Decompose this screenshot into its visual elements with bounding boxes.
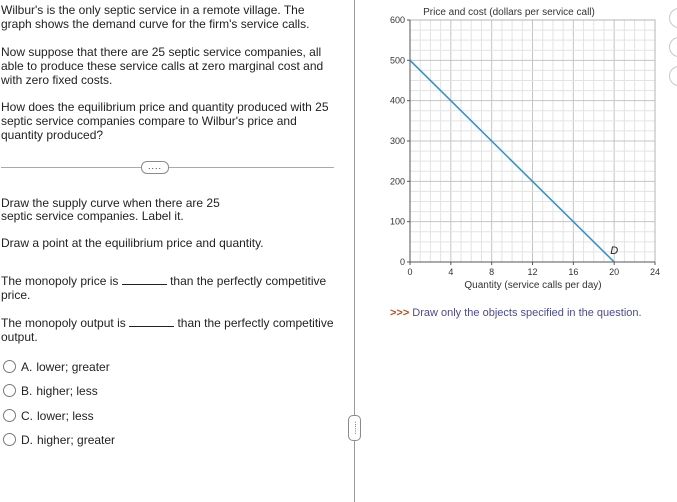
tool-button-3[interactable] — [669, 66, 677, 86]
draw-text-line-2: septic service companies. Label it. — [1, 209, 184, 223]
output-suffix: than the perfectly competitive — [177, 316, 334, 330]
y-axis-label: Price and cost (dollars per service call) — [423, 7, 595, 18]
output-prefix: The monopoly output is — [1, 316, 126, 330]
how-text-line-2: septic service companies compare to Wilbur's price and — [1, 114, 297, 128]
radio-d[interactable] — [3, 433, 16, 446]
y-tick-label: 200 — [389, 176, 405, 187]
y-tick-label: 300 — [389, 136, 405, 146]
option-b-letter: B. — [21, 384, 33, 398]
price-prefix: The monopoly price is — [1, 274, 119, 288]
option-c[interactable] — [3, 408, 94, 424]
draw-text-line-1: Draw the supply curve when there are 25 — [1, 196, 220, 210]
tool-button-2[interactable] — [669, 37, 677, 57]
output-sentence — [1, 316, 334, 330]
how-text-line-3: quantity produced? — [1, 128, 104, 142]
expand-button[interactable]: .... — [141, 161, 169, 174]
suppose-text-line-1: Now suppose that there are 25 septic service companies, all — [1, 45, 322, 59]
x-tick-label: 12 — [527, 267, 538, 277]
option-b-text: higher; less — [36, 384, 98, 398]
intro-text-line-1: Wilbur's is the only septic service in a remote village. The — [1, 3, 305, 17]
x-tick-label: 16 — [568, 267, 579, 277]
y-tick-label: 600 — [389, 15, 405, 25]
chart-grid — [410, 20, 655, 262]
option-d[interactable] — [3, 432, 115, 448]
demand-chart[interactable] — [360, 0, 660, 300]
y-tick-label: 0 — [399, 257, 405, 267]
x-tick-label: 24 — [649, 267, 660, 277]
x-tick-label: 0 — [407, 267, 413, 277]
radio-b[interactable] — [3, 384, 16, 397]
price-blank[interactable] — [122, 274, 167, 285]
y-tick-label: 100 — [389, 216, 405, 227]
option-b[interactable] — [3, 383, 98, 399]
x-tick-label: 8 — [489, 267, 495, 277]
price-suffix: than the perfectly competitive — [170, 274, 327, 288]
price-end: price. — [1, 288, 31, 302]
draw-point-text: Draw a point at the equilibrium price and quantity. — [1, 236, 264, 250]
option-a-letter: A. — [21, 360, 33, 374]
option-c-text: lower; less — [37, 409, 94, 423]
suppose-text-line-2: able to produce these service calls at zero marginal cost and — [1, 59, 324, 73]
output-end: output. — [1, 330, 38, 344]
option-c-letter: C. — [21, 409, 33, 423]
x-tick-label: 4 — [448, 267, 454, 277]
option-d-letter: D. — [21, 433, 33, 447]
instruction-note — [390, 307, 642, 319]
radio-a[interactable] — [3, 360, 16, 373]
x-axis-label: Quantity (service calls per day) — [464, 280, 602, 291]
demand-curve-label: D — [610, 245, 619, 257]
y-tick-label: 500 — [389, 55, 405, 66]
option-a[interactable] — [3, 359, 110, 375]
tool-strip — [663, 0, 677, 100]
intro-text-line-2: graph shows the demand curve for the firm's service calls. — [1, 17, 310, 31]
output-blank[interactable] — [129, 316, 174, 327]
tool-button-1[interactable] — [669, 8, 677, 28]
note-text: Draw only the objects specified in the question. — [412, 307, 642, 319]
splitter-handle[interactable]: ...... — [348, 415, 361, 441]
y-tick-label: 400 — [389, 95, 405, 106]
suppose-text-line-3: with zero fixed costs. — [1, 73, 113, 87]
option-d-text: higher; greater — [37, 433, 116, 447]
how-text-line-1: How does the equilibrium price and quantity produced with 25 — [1, 100, 329, 114]
radio-c[interactable] — [3, 409, 16, 422]
note-arrows: >>> — [390, 307, 410, 319]
option-a-text: lower; greater — [36, 360, 110, 374]
x-tick-label: 20 — [609, 267, 620, 277]
price-sentence — [1, 274, 326, 288]
